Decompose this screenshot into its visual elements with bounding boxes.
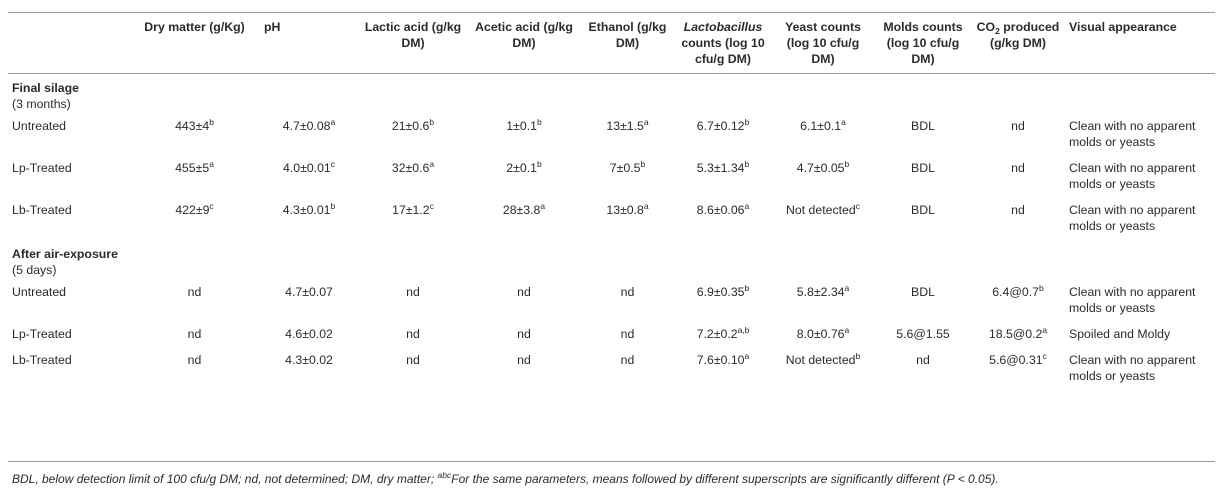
- header-co2-sub: 2: [995, 26, 1000, 36]
- table-cell: [771, 280, 875, 322]
- table-cell: [358, 280, 468, 322]
- cell-value: 4.3±0.01: [282, 203, 331, 217]
- table-cell: [260, 280, 358, 322]
- section-title-row: [8, 240, 1215, 262]
- header-row: [8, 13, 1215, 74]
- section-subtitle-row: [8, 262, 1215, 280]
- header-ethanol: Ethanol (g/kg DM): [580, 13, 675, 74]
- header-lactobacillus-rest: counts (log 10 cfu/g DM): [681, 36, 765, 66]
- cell-value: 4.0±0.01: [282, 161, 331, 175]
- table-cell: [129, 114, 260, 156]
- table-cell: [468, 156, 580, 198]
- table-cell: [358, 198, 468, 240]
- footnote-sup: abc: [437, 470, 452, 480]
- header-co2-prefix: CO: [976, 20, 996, 34]
- table-cell: [675, 198, 771, 240]
- table-cell: [468, 114, 580, 156]
- cell-value: Not detected: [786, 203, 856, 217]
- cell-superscript: a: [744, 351, 750, 361]
- cell-value: BDL: [911, 161, 935, 175]
- cell-value: nd: [1011, 203, 1025, 217]
- cell-superscript: a: [643, 117, 649, 127]
- cell-superscript: a,b: [737, 325, 750, 335]
- header-empty: [8, 13, 129, 74]
- table-cell: [971, 322, 1065, 348]
- cell-value: 5.3±1.34: [696, 161, 745, 175]
- cell-value: 4.7±0.08: [282, 119, 331, 133]
- header-lactobacillus: [675, 13, 771, 74]
- table-cell: [875, 280, 971, 322]
- cell-superscript: c: [330, 159, 336, 169]
- table-cell: [771, 198, 875, 240]
- section-subtitle: (3 months): [12, 97, 71, 111]
- cell-value: 4.6±0.02: [285, 327, 333, 341]
- cell-value: 32±0.6: [391, 161, 430, 175]
- cell-value: 6.1±0.1: [800, 119, 842, 133]
- cell-value: 422±9: [175, 203, 210, 217]
- table-cell: [675, 156, 771, 198]
- table-cell: [875, 348, 971, 390]
- cell-value: 5.8±2.34: [796, 285, 845, 299]
- cell-value: nd: [620, 353, 635, 367]
- section-title: After air-exposure: [12, 247, 118, 261]
- footnote-main: BDL, below detection limit of 100 cfu/g DM; nd, not determined; DM, dry matter;: [12, 472, 438, 486]
- bottom-rule: [8, 461, 1215, 462]
- cell-value: 13±0.8: [606, 203, 644, 217]
- table-row: [8, 156, 1215, 198]
- header-co2: [971, 13, 1065, 74]
- cell-superscript: a: [209, 159, 214, 169]
- visual-appearance: Spoiled and Moldy: [1069, 327, 1171, 341]
- table-row: [8, 114, 1215, 156]
- cell-superscript: b: [536, 117, 542, 127]
- cell-superscript: b: [1038, 283, 1044, 293]
- table-cell: [129, 348, 260, 390]
- cell-value: nd: [620, 285, 635, 299]
- table-cell: [358, 114, 468, 156]
- table-cell: [260, 348, 358, 390]
- cell-superscript: a: [429, 159, 435, 169]
- table-cell: [771, 114, 875, 156]
- cell-superscript: b: [536, 159, 542, 169]
- table-cell: [358, 348, 468, 390]
- cell-value: BDL: [911, 285, 935, 299]
- cell-value: nd: [406, 353, 420, 367]
- table-cell: [129, 198, 260, 240]
- cell-value: 4.7±0.07: [285, 285, 333, 299]
- cell-value: 13±1.5: [606, 119, 644, 133]
- cell-value: 2±0.1: [506, 161, 537, 175]
- section-subtitle-row: [8, 96, 1215, 114]
- cell-value: nd: [406, 285, 420, 299]
- table-cell: [580, 198, 675, 240]
- cell-superscript: b: [744, 159, 750, 169]
- footnote: [12, 472, 999, 486]
- table-cell: [580, 156, 675, 198]
- cell-superscript: c: [209, 201, 214, 211]
- visual-appearance: Clean with no apparent molds or yeasts: [1069, 285, 1196, 315]
- cell-superscript: a: [841, 117, 846, 127]
- header-co2-rest: produced (g/kg DM): [989, 20, 1060, 50]
- cell-superscript: c: [855, 201, 860, 211]
- visual-appearance: Clean with no apparent molds or yeasts: [1069, 119, 1196, 149]
- table-cell: [771, 156, 875, 198]
- cell-value: nd: [517, 285, 531, 299]
- table-cell: [468, 280, 580, 322]
- cell-superscript: a: [643, 201, 649, 211]
- cell-value: nd: [620, 327, 635, 341]
- cell-superscript: a: [844, 283, 850, 293]
- cell-value: 28±3.8: [502, 203, 541, 217]
- table-cell: [971, 348, 1065, 390]
- table-cell: [468, 322, 580, 348]
- cell-superscript: a: [330, 117, 336, 127]
- header-ph: pH: [260, 13, 358, 74]
- cell-value: 7±0.5: [609, 161, 641, 175]
- cell-value: nd: [1011, 119, 1025, 133]
- header-yeast: Yeast counts (log 10 cfu/g DM): [771, 13, 875, 74]
- table-cell: [675, 348, 771, 390]
- section-title: Final silage: [12, 81, 79, 95]
- table-cell: [675, 280, 771, 322]
- header-dry-matter: Dry matter (g/Kg): [129, 13, 260, 74]
- cell-superscript: a: [744, 201, 750, 211]
- cell-superscript: b: [744, 117, 750, 127]
- table-row: [8, 280, 1215, 322]
- table-cell: [580, 114, 675, 156]
- visual-appearance: Clean with no apparent molds or yeasts: [1069, 203, 1196, 233]
- table-cell: [468, 348, 580, 390]
- table-body: [8, 74, 1215, 391]
- silage-table: [8, 12, 1215, 390]
- row-label: Untreated: [12, 285, 67, 299]
- cell-value: nd: [187, 353, 202, 367]
- section-title-row: [8, 74, 1215, 97]
- cell-value: 21±0.6: [391, 119, 430, 133]
- table-cell: [875, 114, 971, 156]
- cell-value: 7.2±0.2: [696, 327, 738, 341]
- table-cell: [260, 114, 358, 156]
- header-acetic-acid: Acetic acid (g/kg DM): [468, 13, 580, 74]
- cell-value: 443±4: [175, 119, 210, 133]
- cell-superscript: b: [209, 117, 214, 127]
- cell-value: 5.6@1.55: [896, 327, 950, 341]
- header-molds: Molds counts (log 10 cfu/g DM): [875, 13, 971, 74]
- table-cell: [675, 322, 771, 348]
- cell-value: 8.6±0.06: [696, 203, 745, 217]
- cell-value: Not detected: [785, 353, 856, 367]
- cell-value: 18.5@0.2: [988, 327, 1043, 341]
- cell-superscript: b: [844, 159, 850, 169]
- cell-value: 6.7±0.12: [696, 119, 745, 133]
- table-cell: [260, 156, 358, 198]
- cell-value: 1±0.1: [506, 119, 537, 133]
- table-cell: [129, 280, 260, 322]
- cell-value: 8.0±0.76: [796, 327, 845, 341]
- table-cell: [260, 198, 358, 240]
- cell-superscript: b: [744, 283, 750, 293]
- cell-superscript: a: [1042, 325, 1048, 335]
- table-cell: [358, 322, 468, 348]
- cell-value: nd: [916, 353, 930, 367]
- cell-superscript: b: [330, 201, 336, 211]
- cell-value: 4.3±0.02: [285, 353, 333, 367]
- table-cell: [468, 198, 580, 240]
- visual-appearance: Clean with no apparent molds or yeasts: [1069, 353, 1196, 383]
- cell-value: BDL: [911, 119, 935, 133]
- header-lactobacillus-italic: Lactobacillus: [683, 20, 763, 34]
- cell-value: nd: [406, 327, 420, 341]
- cell-value: 6.9±0.35: [696, 285, 745, 299]
- cell-value: 455±5: [175, 161, 210, 175]
- table-cell: [260, 322, 358, 348]
- header-visual: Visual appearance: [1065, 13, 1215, 74]
- cell-value: nd: [1011, 161, 1025, 175]
- table-cell: [971, 156, 1065, 198]
- cell-superscript: b: [855, 351, 861, 361]
- row-label: Lp-Treated: [12, 161, 72, 175]
- cell-superscript: c: [429, 201, 434, 211]
- table-cell: [580, 348, 675, 390]
- table-row: [8, 198, 1215, 240]
- row-label: Lb-Treated: [12, 203, 72, 217]
- cell-value: BDL: [911, 203, 935, 217]
- cell-superscript: b: [640, 159, 646, 169]
- cell-superscript: c: [1042, 351, 1047, 361]
- cell-value: 4.7±0.05: [796, 161, 845, 175]
- table-cell: [875, 198, 971, 240]
- table-cell: [771, 322, 875, 348]
- table-cell: [971, 114, 1065, 156]
- cell-value: 6.4@0.7: [992, 285, 1039, 299]
- table-cell: [971, 198, 1065, 240]
- cell-value: nd: [517, 353, 531, 367]
- row-label: Lp-Treated: [12, 327, 72, 341]
- cell-value: 5.6@0.31: [989, 353, 1043, 367]
- row-label: Untreated: [12, 119, 67, 133]
- table-cell: [129, 322, 260, 348]
- cell-value: nd: [517, 327, 531, 341]
- cell-value: nd: [187, 327, 202, 341]
- table-cell: [971, 280, 1065, 322]
- table-cell: [675, 114, 771, 156]
- visual-appearance: Clean with no apparent molds or yeasts: [1069, 161, 1196, 191]
- footnote-rest: For the same parameters, means followed by different superscripts are significantly different (P < 0.05).: [451, 472, 999, 486]
- table-cell: [771, 348, 875, 390]
- section-subtitle: (5 days): [12, 263, 57, 277]
- table-row: [8, 322, 1215, 348]
- cell-value: 7.6±0.10: [696, 353, 745, 367]
- table-cell: [875, 156, 971, 198]
- table-row: [8, 348, 1215, 390]
- header-lactic-acid: Lactic acid (g/kg DM): [358, 13, 468, 74]
- cell-value: nd: [187, 285, 202, 299]
- row-label: Lb-Treated: [12, 353, 72, 367]
- cell-value: 17±1.2: [392, 203, 430, 217]
- cell-superscript: a: [844, 325, 850, 335]
- table-cell: [129, 156, 260, 198]
- cell-superscript: b: [429, 117, 435, 127]
- table-cell: [580, 322, 675, 348]
- table-cell: [580, 280, 675, 322]
- table-cell: [875, 322, 971, 348]
- cell-superscript: a: [540, 201, 546, 211]
- table-cell: [358, 156, 468, 198]
